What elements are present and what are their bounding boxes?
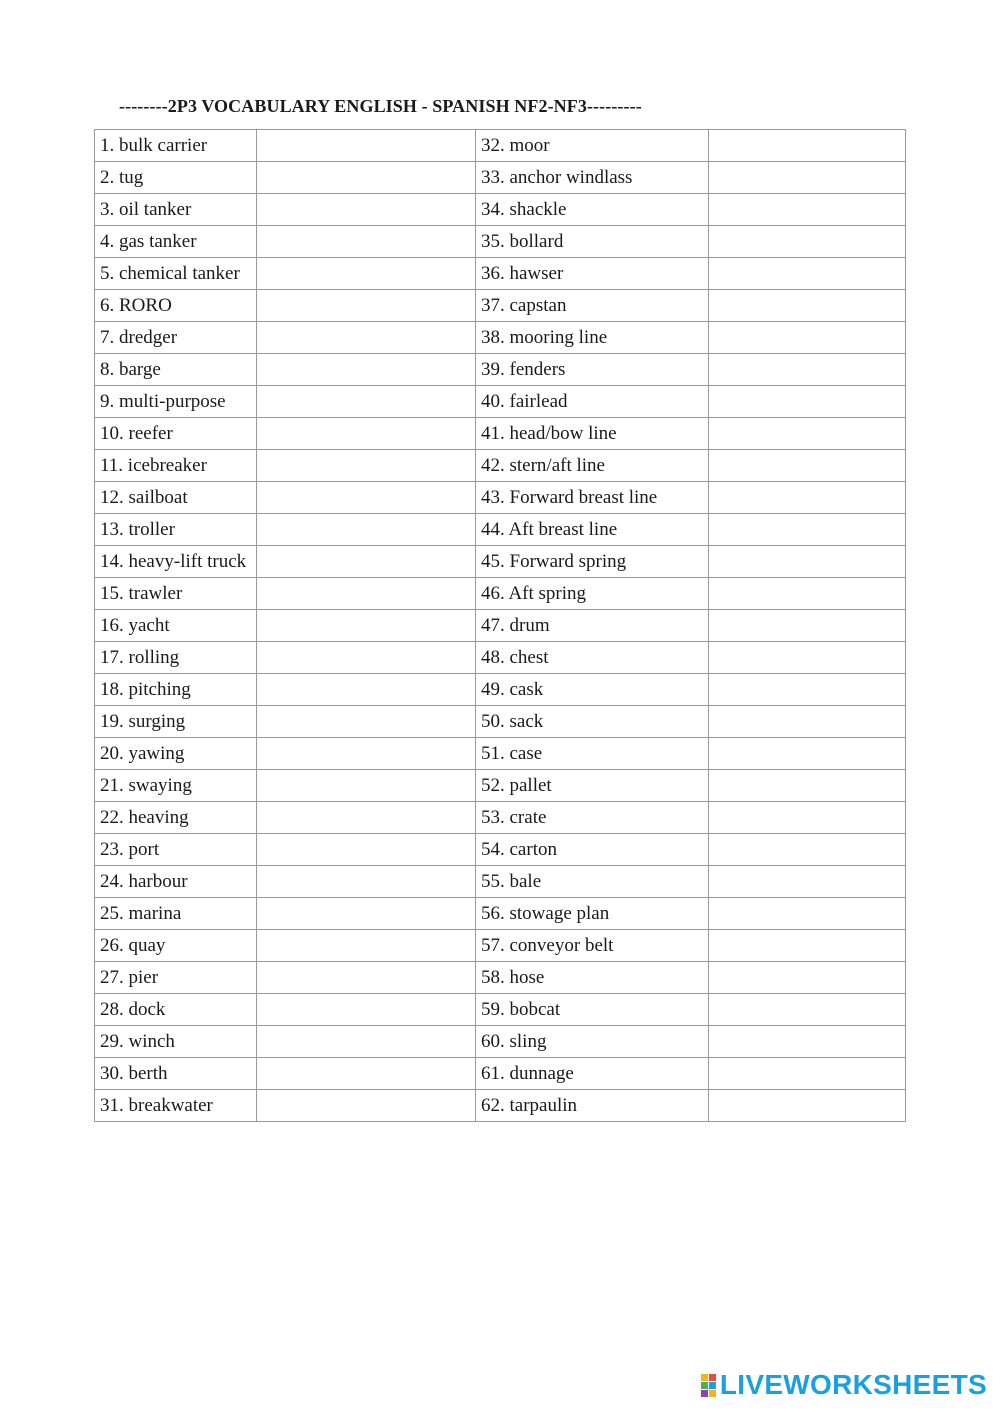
translation-blank-left[interactable] (257, 290, 476, 322)
english-term-left: 24. harbour (95, 866, 257, 898)
english-term-left: 22. heaving (95, 802, 257, 834)
translation-blank-right[interactable] (709, 770, 906, 802)
table-row (95, 898, 906, 930)
translation-blank-left[interactable] (257, 994, 476, 1026)
translation-blank-right[interactable] (709, 578, 906, 610)
english-term-right: 35. bollard (476, 226, 709, 258)
liveworksheets-logo (701, 1370, 987, 1400)
english-term-right: 47. drum (476, 610, 709, 642)
translation-blank-left[interactable] (257, 674, 476, 706)
english-term-left: 26. quay (95, 930, 257, 962)
english-term-left: 2. tug (95, 162, 257, 194)
english-term-left: 6. RORO (95, 290, 257, 322)
english-term-left: 31. breakwater (95, 1090, 257, 1122)
translation-blank-right[interactable] (709, 898, 906, 930)
translation-blank-right[interactable] (709, 1090, 906, 1122)
english-term-left: 4. gas tanker (95, 226, 257, 258)
english-term-right: 40. fairlead (476, 386, 709, 418)
english-term-left: 9. multi-purpose (95, 386, 257, 418)
table-row (95, 514, 906, 546)
english-term-right: 52. pallet (476, 770, 709, 802)
translation-blank-right[interactable] (709, 706, 906, 738)
logo-square (709, 1374, 716, 1381)
english-term-left: 12. sailboat (95, 482, 257, 514)
table-row (95, 802, 906, 834)
english-term-right: 56. stowage plan (476, 898, 709, 930)
translation-blank-left[interactable] (257, 866, 476, 898)
table-row (95, 1058, 906, 1090)
english-term-left: 7. dredger (95, 322, 257, 354)
english-term-left: 27. pier (95, 962, 257, 994)
english-term-right: 54. carton (476, 834, 709, 866)
english-term-left: 5. chemical tanker (95, 258, 257, 290)
english-term-right: 57. conveyor belt (476, 930, 709, 962)
table-row (95, 194, 906, 226)
translation-blank-right[interactable] (709, 642, 906, 674)
translation-blank-left[interactable] (257, 418, 476, 450)
table-row (95, 354, 906, 386)
english-term-right: 49. cask (476, 674, 709, 706)
translation-blank-left[interactable] (257, 1058, 476, 1090)
english-term-right: 36. hawser (476, 258, 709, 290)
english-term-right: 44. Aft breast line (476, 514, 709, 546)
translation-blank-left[interactable] (257, 962, 476, 994)
table-row (95, 226, 906, 258)
table-row (95, 322, 906, 354)
english-term-left: 14. heavy-lift truck (95, 546, 257, 578)
translation-blank-right[interactable] (709, 354, 906, 386)
english-term-right: 45. Forward spring (476, 546, 709, 578)
english-term-right: 41. head/bow line (476, 418, 709, 450)
table-row (95, 162, 906, 194)
table-row (95, 1026, 906, 1058)
logo-square (709, 1390, 716, 1397)
translation-blank-left[interactable] (257, 642, 476, 674)
english-term-left: 23. port (95, 834, 257, 866)
translation-blank-left[interactable] (257, 482, 476, 514)
translation-blank-right[interactable] (709, 802, 906, 834)
table-row (95, 450, 906, 482)
english-term-right: 42. stern/aft line (476, 450, 709, 482)
logo-square (709, 1382, 716, 1389)
translation-blank-left[interactable] (257, 610, 476, 642)
english-term-left: 28. dock (95, 994, 257, 1026)
translation-blank-right[interactable] (709, 1026, 906, 1058)
translation-blank-right[interactable] (709, 834, 906, 866)
translation-blank-right[interactable] (709, 226, 906, 258)
english-term-right: 55. bale (476, 866, 709, 898)
english-term-left: 25. marina (95, 898, 257, 930)
english-term-left: 8. barge (95, 354, 257, 386)
english-term-right: 61. dunnage (476, 1058, 709, 1090)
english-term-right: 46. Aft spring (476, 578, 709, 610)
translation-blank-left[interactable] (257, 130, 476, 162)
english-term-left: 21. swaying (95, 770, 257, 802)
table-row (95, 770, 906, 802)
translation-blank-left[interactable] (257, 546, 476, 578)
english-term-left: 13. troller (95, 514, 257, 546)
table-row (95, 290, 906, 322)
english-term-left: 16. yacht (95, 610, 257, 642)
translation-blank-left[interactable] (257, 770, 476, 802)
english-term-left: 18. pitching (95, 674, 257, 706)
translation-blank-right[interactable] (709, 290, 906, 322)
translation-blank-right[interactable] (709, 674, 906, 706)
english-term-left: 29. winch (95, 1026, 257, 1058)
translation-blank-right[interactable] (709, 738, 906, 770)
translation-blank-left[interactable] (257, 514, 476, 546)
translation-blank-left[interactable] (257, 258, 476, 290)
liveworksheets-logo-icon (701, 1374, 716, 1397)
english-term-right: 62. tarpaulin (476, 1090, 709, 1122)
english-term-right: 51. case (476, 738, 709, 770)
english-term-left: 19. surging (95, 706, 257, 738)
english-term-right: 37. capstan (476, 290, 709, 322)
english-term-left: 3. oil tanker (95, 194, 257, 226)
logo-square (701, 1374, 708, 1381)
english-term-left: 17. rolling (95, 642, 257, 674)
table-row (95, 258, 906, 290)
table-row (95, 386, 906, 418)
translation-blank-right[interactable] (709, 258, 906, 290)
table-row (95, 834, 906, 866)
vocabulary-table-body (95, 130, 906, 1122)
english-term-right: 48. chest (476, 642, 709, 674)
translation-blank-left[interactable] (257, 386, 476, 418)
english-term-right: 60. sling (476, 1026, 709, 1058)
table-row (95, 1090, 906, 1122)
translation-blank-left[interactable] (257, 930, 476, 962)
table-row (95, 706, 906, 738)
english-term-right: 53. crate (476, 802, 709, 834)
translation-blank-left[interactable] (257, 354, 476, 386)
translation-blank-right[interactable] (709, 994, 906, 1026)
english-term-right: 39. fenders (476, 354, 709, 386)
translation-blank-left[interactable] (257, 226, 476, 258)
table-row (95, 738, 906, 770)
translation-blank-right[interactable] (709, 866, 906, 898)
translation-blank-left[interactable] (257, 194, 476, 226)
english-term-right: 33. anchor windlass (476, 162, 709, 194)
translation-blank-left[interactable] (257, 834, 476, 866)
translation-blank-right[interactable] (709, 482, 906, 514)
table-row (95, 578, 906, 610)
table-row (95, 674, 906, 706)
english-term-left: 11. icebreaker (95, 450, 257, 482)
vocabulary-table (94, 129, 906, 1122)
english-term-left: 1. bulk carrier (95, 130, 257, 162)
translation-blank-right[interactable] (709, 194, 906, 226)
table-row (95, 546, 906, 578)
english-term-left: 20. yawing (95, 738, 257, 770)
translation-blank-left[interactable] (257, 450, 476, 482)
table-row (95, 866, 906, 898)
logo-square (701, 1390, 708, 1397)
translation-blank-right[interactable] (709, 930, 906, 962)
table-row (95, 610, 906, 642)
english-term-left: 30. berth (95, 1058, 257, 1090)
table-row (95, 642, 906, 674)
table-row (95, 130, 906, 162)
translation-blank-left[interactable] (257, 578, 476, 610)
english-term-right: 34. shackle (476, 194, 709, 226)
translation-blank-left[interactable] (257, 738, 476, 770)
translation-blank-right[interactable] (709, 322, 906, 354)
english-term-right: 43. Forward breast line (476, 482, 709, 514)
english-term-left: 15. trawler (95, 578, 257, 610)
english-term-right: 58. hose (476, 962, 709, 994)
logo-square (701, 1382, 708, 1389)
translation-blank-right[interactable] (709, 418, 906, 450)
translation-blank-left[interactable] (257, 898, 476, 930)
translation-blank-right[interactable] (709, 546, 906, 578)
translation-blank-left[interactable] (257, 1090, 476, 1122)
logo-text: LIVEWORKSHEETS (719, 1369, 987, 1400)
translation-blank-left[interactable] (257, 322, 476, 354)
english-term-right: 50. sack (476, 706, 709, 738)
translation-blank-right[interactable] (709, 386, 906, 418)
translation-blank-right[interactable] (709, 130, 906, 162)
translation-blank-right[interactable] (709, 450, 906, 482)
english-term-left: 10. reefer (95, 418, 257, 450)
page-title: --------2P3 VOCABULARY ENGLISH - SPANISH NF2-NF3--------- (119, 96, 642, 116)
translation-blank-right[interactable] (709, 1058, 906, 1090)
translation-blank-left[interactable] (257, 162, 476, 194)
table-row (95, 482, 906, 514)
english-term-right: 38. mooring line (476, 322, 709, 354)
table-row (95, 962, 906, 994)
translation-blank-right[interactable] (709, 162, 906, 194)
translation-blank-right[interactable] (709, 514, 906, 546)
english-term-right: 32. moor (476, 130, 709, 162)
table-row (95, 930, 906, 962)
translation-blank-right[interactable] (709, 962, 906, 994)
translation-blank-left[interactable] (257, 1026, 476, 1058)
translation-blank-left[interactable] (257, 802, 476, 834)
translation-blank-left[interactable] (257, 706, 476, 738)
table-row (95, 418, 906, 450)
translation-blank-right[interactable] (709, 610, 906, 642)
english-term-right: 59. bobcat (476, 994, 709, 1026)
table-row (95, 994, 906, 1026)
